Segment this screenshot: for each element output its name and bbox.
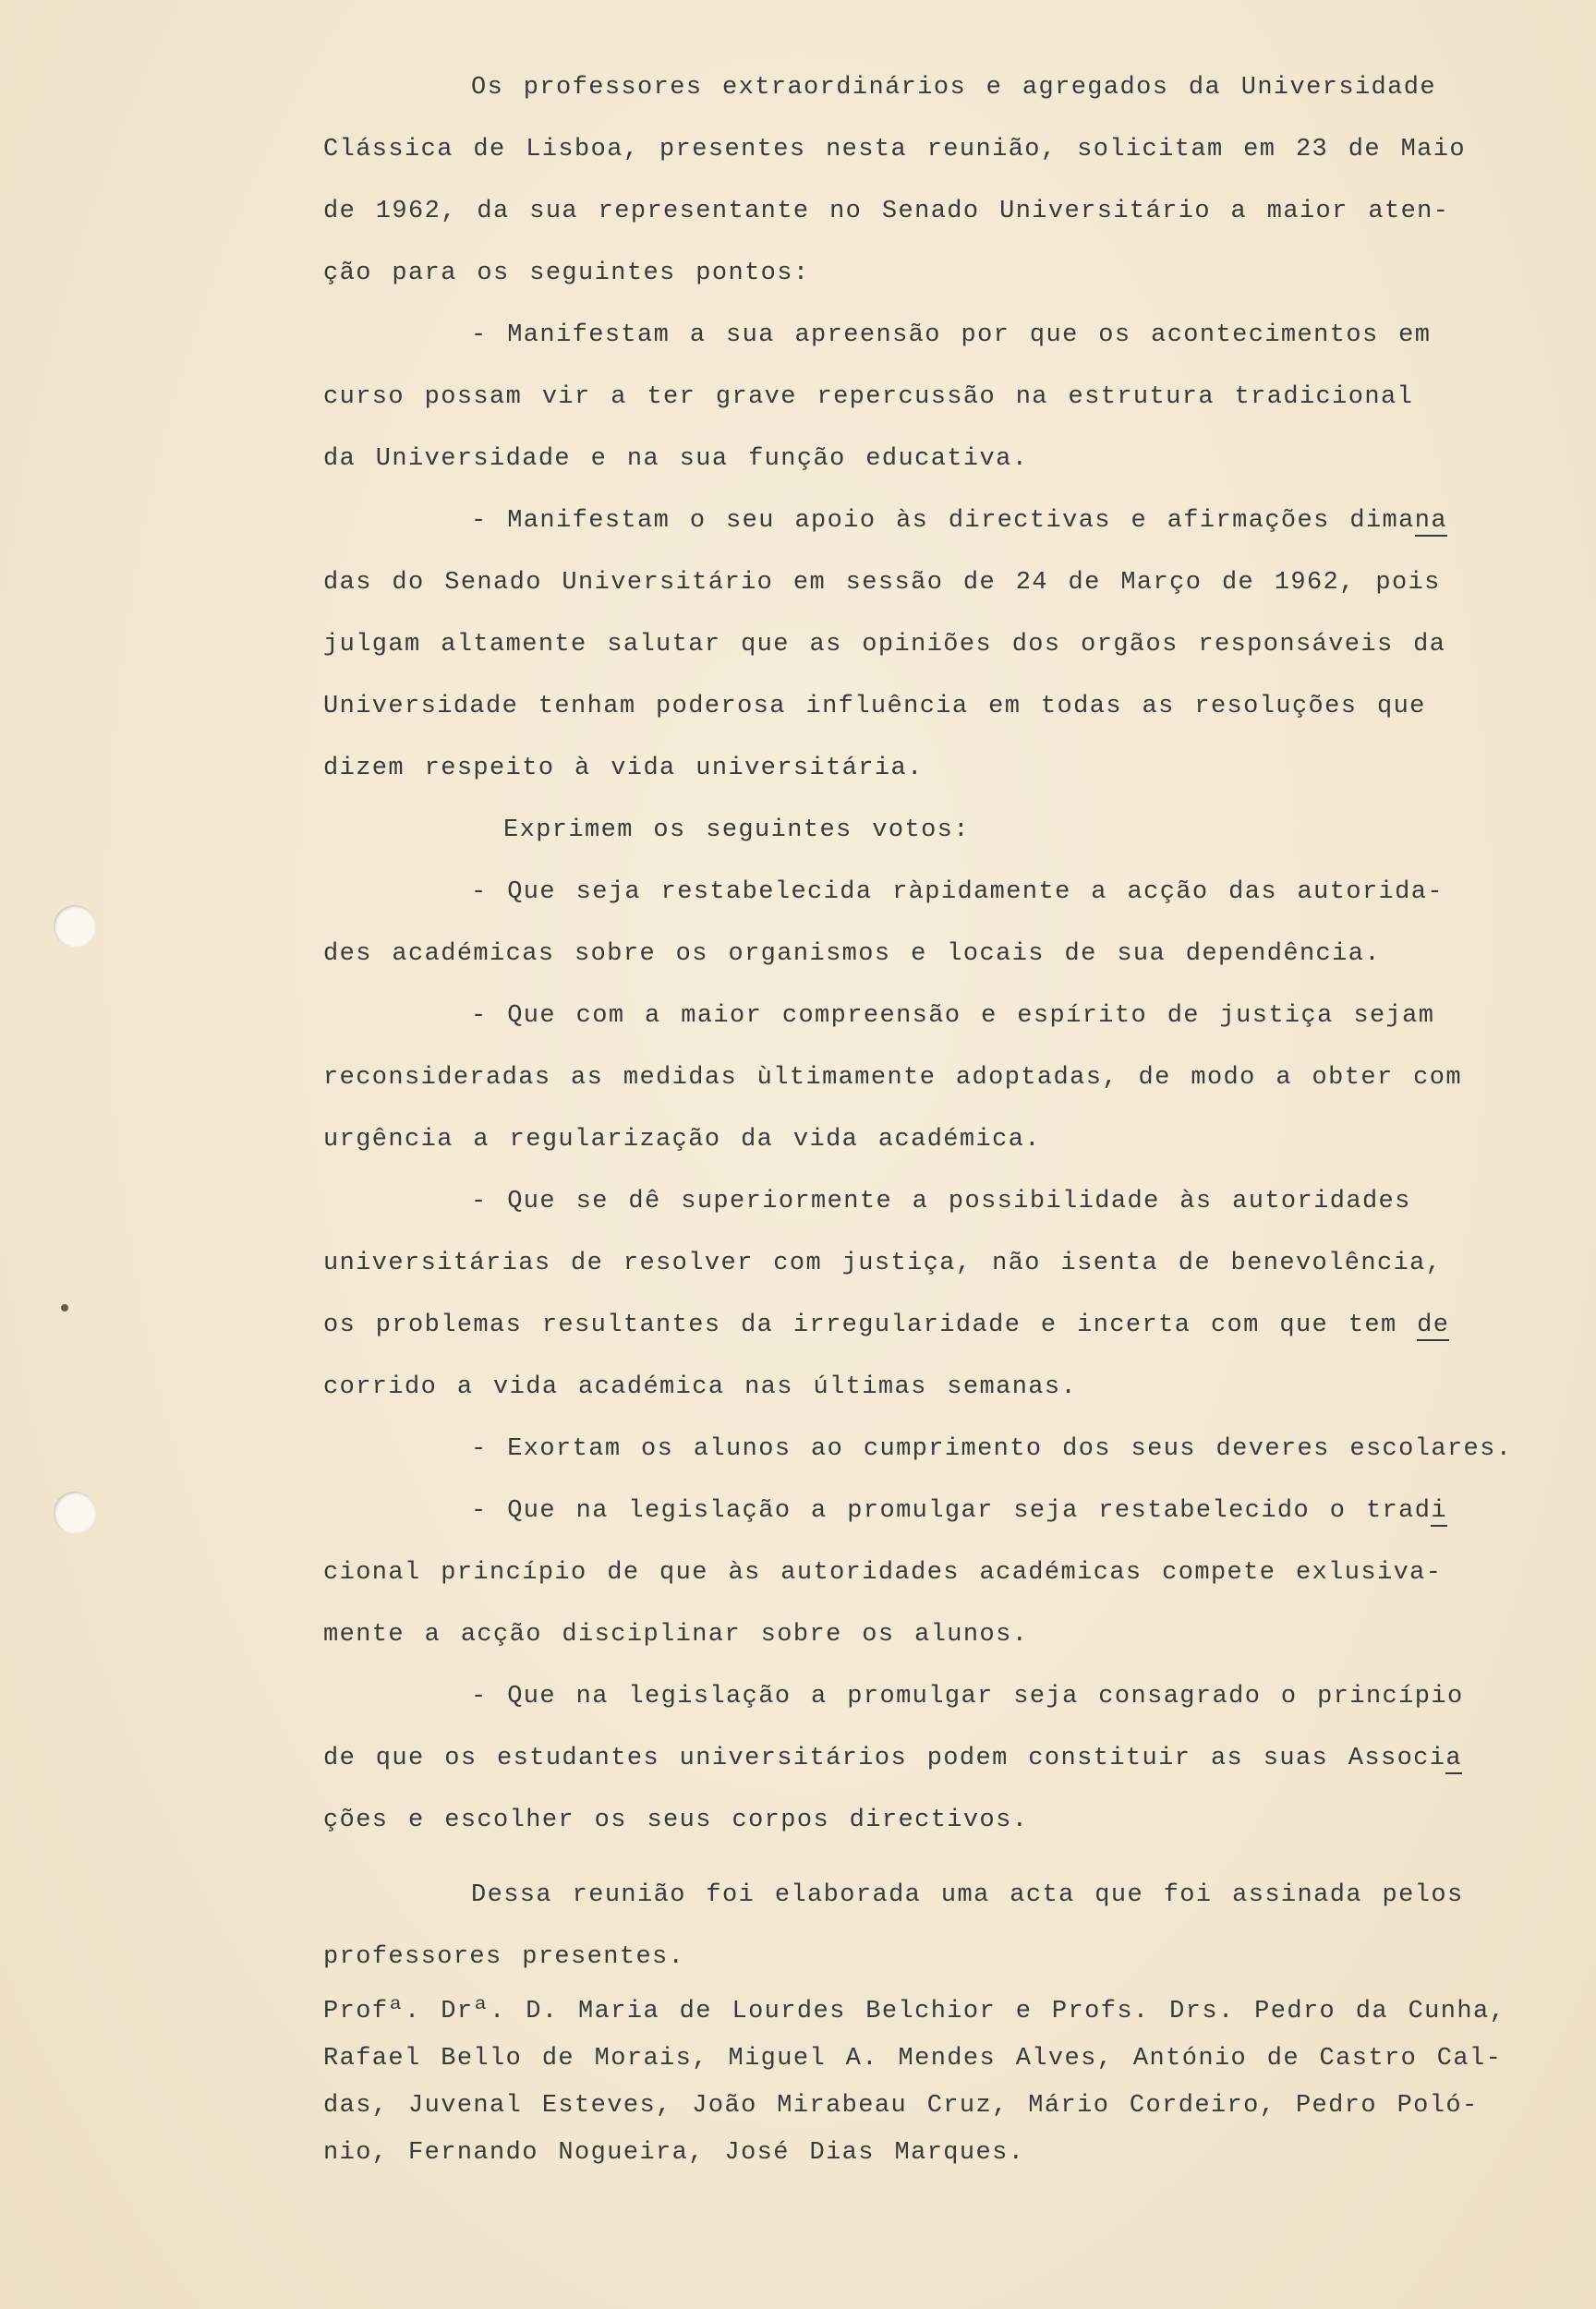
text-line: corrido a vida académica nas últimas semanas.	[323, 1373, 1078, 1401]
text-line: des académicas sobre os organismos e locais de sua dependência.	[323, 940, 1381, 968]
text-line: mente a acção disciplinar sobre os alunos.	[323, 1621, 1029, 1649]
text-line: - Que na legislação a promulgar seja consagrado o princípio	[471, 1683, 1464, 1711]
text-line: - Que seja restabelecida ràpidamente a acção das autorida-	[471, 878, 1444, 906]
text-line: Universidade tenham poderosa influência em todas as resoluções que	[323, 693, 1426, 720]
ink-speck	[61, 1304, 68, 1312]
text-line	[323, 1728, 1524, 1790]
votes-heading: Exprimem os seguintes votos:	[503, 816, 970, 844]
text-line: dizem respeito à vida universitária.	[323, 755, 924, 782]
text-line: julgam altamente salutar que as opiniões dos orgãos responsáveis da	[323, 631, 1446, 659]
underlined-syllable: de	[1417, 1312, 1450, 1339]
signatory-line: Rafael Bello de Morais, Miguel A. Mendes Alves, António de Castro Cal-	[323, 2045, 1503, 2073]
underlined-syllable: na	[1414, 507, 1447, 535]
text-line: de 1962, da sua representante no Senado Universitário a maior aten-	[323, 198, 1450, 225]
text-line: professores presentes.	[323, 1943, 685, 1971]
text-line: - Manifestam a sua apreensão por que os acontecimentos em	[471, 321, 1432, 349]
punch-hole-top	[54, 905, 96, 948]
punch-hole-bottom	[54, 1492, 96, 1534]
text-line: ção para os seguintes pontos:	[323, 260, 810, 287]
text-line	[323, 1481, 1524, 1542]
text-line: Clássica de Lisboa, presentes nesta reunião, solicitam em 23 de Maio	[323, 136, 1466, 163]
typed-letter-body	[323, 57, 1524, 2177]
text-line	[323, 1295, 1524, 1357]
underlined-syllable: a	[1445, 1745, 1462, 1772]
text-line: Dessa reunião foi elaborada uma acta que foi assinada pelos	[471, 1881, 1464, 1909]
signatory-line: Profª. Drª. D. Maria de Lourdes Belchior e Profs. Drs. Pedro da Cunha,	[323, 1998, 1506, 2025]
text-segment: os problemas resultantes da irregularidade e incerta com que tem	[323, 1312, 1418, 1339]
text-segment: - Que na legislação a promulgar seja restabelecido o trad	[471, 1497, 1432, 1525]
text-line: urgência a regularização da vida académica.	[323, 1126, 1041, 1154]
text-line: das do Senado Universitário em sessão de 24 de Março de 1962, pois	[323, 569, 1441, 597]
text-line	[323, 490, 1524, 552]
text-segment: - Manifestam o seu apoio às directivas e afirmações dima	[471, 507, 1415, 535]
text-line: - Exortam os alunos ao cumprimento dos seus deveres escolares.	[471, 1435, 1513, 1463]
signatory-line: das, Juvenal Esteves, João Mirabeau Cruz, Mário Cordeiro, Pedro Poló-	[323, 2092, 1479, 2120]
text-line: - Que com a maior compreensão e espírito de justiça sejam	[471, 1002, 1435, 1030]
text-line: - Que se dê superiormente a possibilidade às autoridades	[471, 1188, 1411, 1215]
text-line: curso possam vir a ter grave repercussão na estrutura tradicional	[323, 383, 1414, 411]
text-line: cional princípio de que às autoridades académicas compete exlusiva-	[323, 1559, 1443, 1587]
text-line: universitárias de resolver com justiça, não isenta de benevolência,	[323, 1250, 1443, 1277]
text-line: da Universidade e na sua função educativa.	[323, 445, 1029, 473]
text-segment: de que os estudantes universitários podem constituir as suas Associ	[323, 1745, 1446, 1772]
text-line: ções e escolher os seus corpos directivos.	[323, 1807, 1029, 1834]
text-line: Os professores extraordinários e agregados da Universidade	[471, 74, 1436, 102]
text-line: reconsideradas as medidas ùltimamente adoptadas, de modo a obter com	[323, 1064, 1462, 1092]
signatory-line: nio, Fernando Nogueira, José Dias Marques.	[323, 2139, 1025, 2167]
underlined-syllable: i	[1431, 1497, 1447, 1525]
